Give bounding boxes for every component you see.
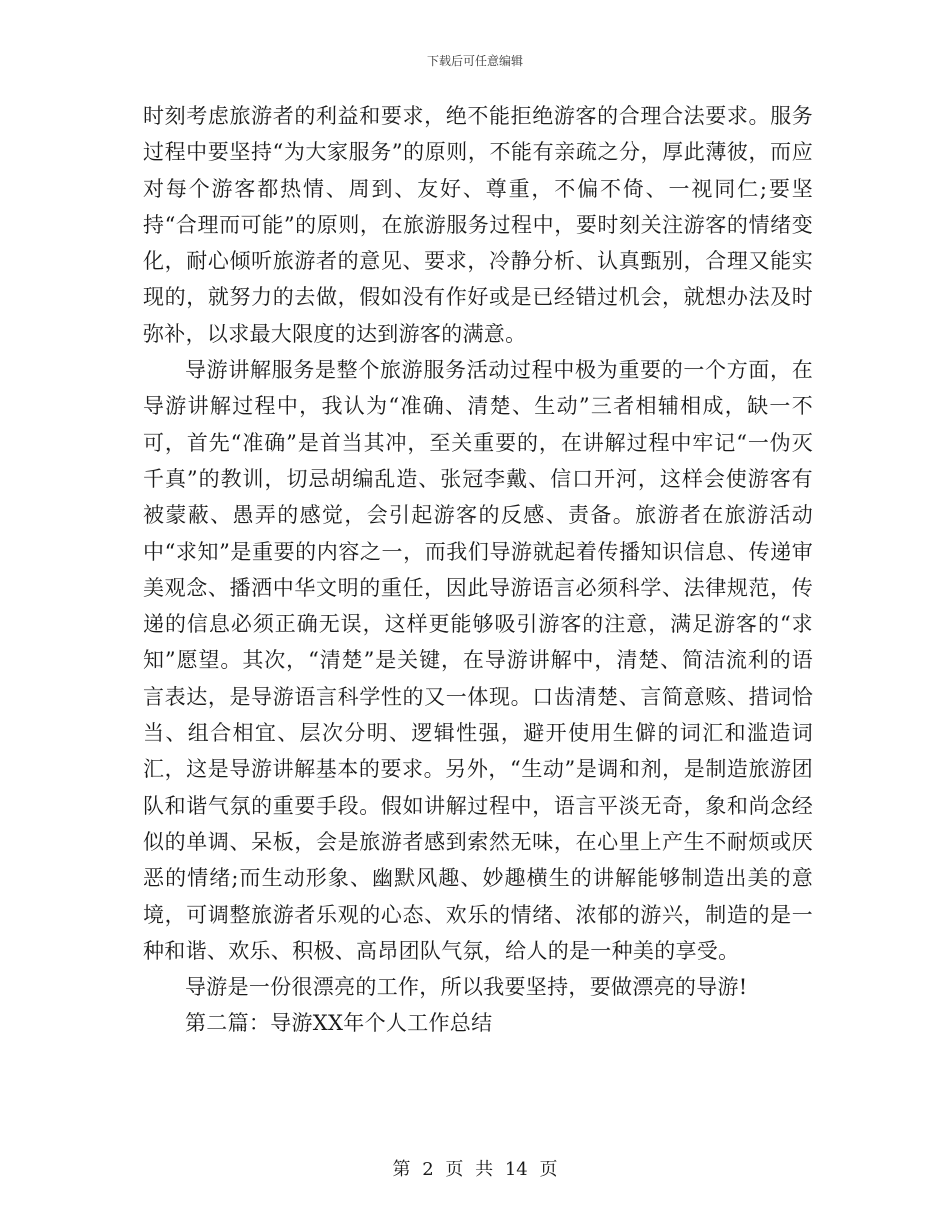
section-heading-part-two: 第二篇：导游XX年个人工作总结 bbox=[185, 1011, 493, 1036]
paragraph-guide-explanation: 导游讲解服务是整个旅游服务活动过程中极为重要的一个方面，在导游讲解过程中，我认为“准确、清楚、生动”三者相辅相成，缺一不可，首先“准确”是首当其冲，至关重要的，在讲解过程中牢记“一伪灭千真”的教训，切忌胡编乱造、张冠李戴、信口开河，这样会使游客有被蒙蔽、愚弄的感觉，会引起游客的反感、责备。旅游者在旅游活动中“求知”是重要的内容之一，而我们导游就起着传播知识信息、传递审美观念、播洒中华文明的重任，因此导游语言必须科学、法律规范，传递的信息必须正确无误，这样更能够吸引游客的注意，满足游客的“求知”愿望。其次，“清楚”是关键，在导游讲解中，清楚、简洁流利的语言表达，是导游语言科学性的又一体现。口齿清楚、言简意赅、措词恰当、组合相宜、层次分明、逻辑性强，避开使用生僻的词汇和滥造词汇，这是导游讲解基本的要求。另外，“生动”是调和剂，是制造旅游团队和谐气氛的重要手段。假如讲解过程中，语言平淡无奇，象和尚念经似的单调、呆板，会是旅游者感到索然无味，在心里上产生不耐烦或厌恶的情绪;而生动形象、幽默风趣、妙趣横生的讲解能够制造出美的意境，可调整旅游者乐观的心态、欢乐的情绪、浓郁的游兴，制造的是一种和谐、欢乐、积极、高昂团队气氛，给人的是一种美的享受。 bbox=[143, 358, 813, 963]
document-body bbox=[143, 98, 813, 1042]
paragraph-continued-service: 时刻考虑旅游者的利益和要求，绝不能拒绝游客的合理合法要求。服务过程中要坚持“为大家服务”的原则，不能有亲疏之分，厚此薄彼，而应对每个游客都热情、周到、友好、尊重，不偏不倚、一视同仁;要坚持“合理而可能”的原则，在旅游服务过程中，要时刻关注游客的情绪变化，耐心倾听旅游者的意见、要求，冷静分析、认真甄别，合理又能实现的，就努力的去做，假如没有作好或是已经错过机会，就想办法及时弥补，以求最大限度的达到游客的满意。 bbox=[143, 104, 813, 346]
page-number: 第 2 页 共 14 页 bbox=[392, 1159, 558, 1180]
page-header: 下载后可任意编辑 bbox=[426, 54, 523, 68]
paragraph-conclusion: 导游是一份很漂亮的工作，所以我要坚持，要做漂亮的导游! bbox=[185, 975, 748, 1000]
